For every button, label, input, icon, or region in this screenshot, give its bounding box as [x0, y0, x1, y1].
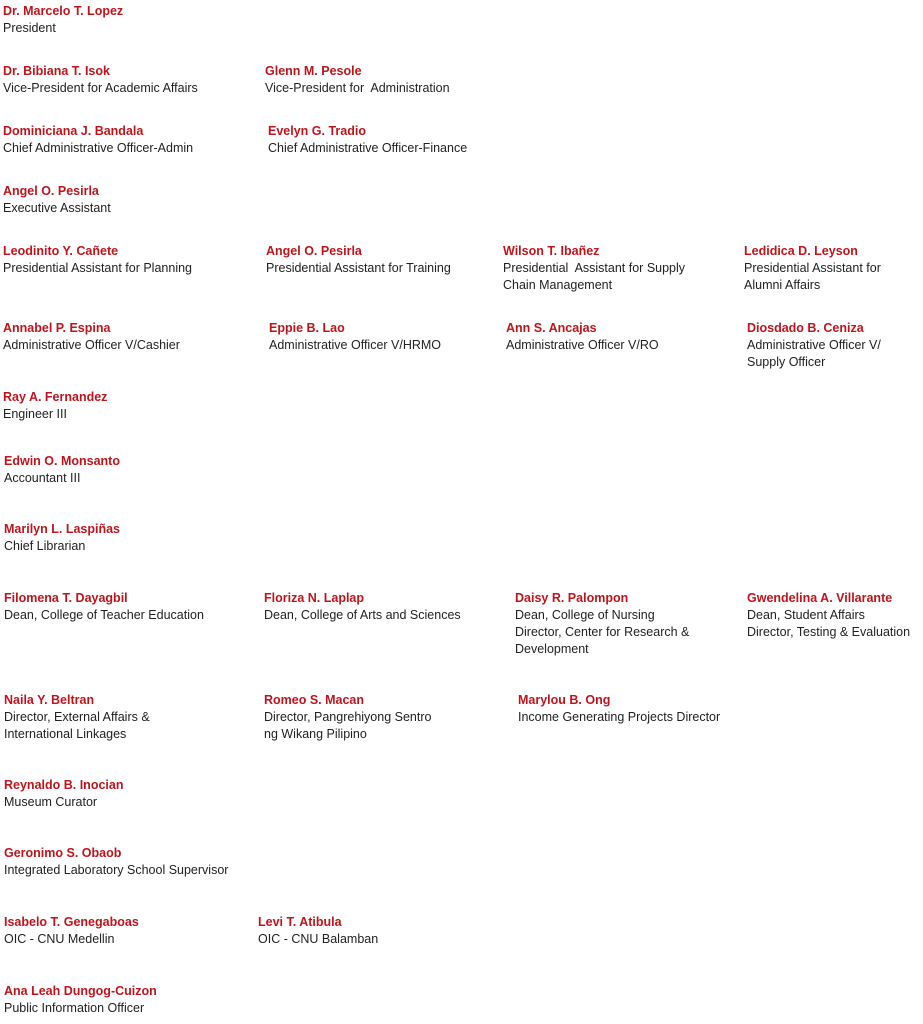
- official-name: Evelyn G. Tradio: [268, 124, 366, 138]
- official-title: Presidential Assistant for Training: [266, 261, 451, 275]
- official-name: Ray A. Fernandez: [3, 390, 108, 404]
- official-name: Daisy R. Palompon: [515, 591, 629, 605]
- official-cao-admin: [3, 123, 193, 157]
- official-igp-director: [518, 692, 720, 726]
- official-name: Romeo S. Macan: [264, 693, 365, 707]
- official-title: Dean, College of Teacher Education: [4, 608, 204, 622]
- official-ao-supply: [747, 320, 881, 371]
- official-name: Gwendelina A. Villarante: [747, 591, 893, 605]
- official-title: President: [3, 21, 56, 35]
- official-title: Chief Librarian: [4, 539, 86, 553]
- official-name: Glenn M. Pesole: [265, 64, 362, 78]
- official-name: Eppie B. Lao: [269, 321, 345, 335]
- official-name: Dr. Marcelo T. Lopez: [3, 4, 124, 18]
- official-title: Museum Curator: [4, 795, 98, 809]
- official-name: Wilson T. Ibañez: [503, 244, 600, 258]
- official-dean-teacher-education: [4, 590, 204, 624]
- official-oic-balamban: [258, 914, 378, 948]
- official-title: Engineer III: [3, 407, 67, 421]
- official-title: Accountant III: [4, 471, 81, 485]
- official-dean-arts-sciences: [264, 590, 461, 624]
- official-title: Presidential Assistant for Planning: [3, 261, 192, 275]
- official-name: Ana Leah Dungog-Cuizon: [4, 984, 157, 998]
- official-vp-admin: [265, 63, 450, 97]
- official-name: Naila Y. Beltran: [4, 693, 95, 707]
- official-cao-finance: [268, 123, 467, 157]
- official-name: Levi T. Atibula: [258, 915, 342, 929]
- official-title: Administrative Officer V/HRMO: [269, 338, 442, 352]
- official-director-external-affairs: [4, 692, 150, 743]
- official-title: Administrative Officer V/Cashier: [3, 338, 180, 352]
- official-name: Reynaldo B. Inocian: [4, 778, 124, 792]
- official-title: Dean, College of Nursing Director, Center for Research & Development: [515, 608, 690, 656]
- official-ao-hrmo: [269, 320, 441, 354]
- official-title: Director, Pangrehiyong Sentro ng Wikang Pilipino: [264, 710, 432, 741]
- official-director-wika: [264, 692, 431, 743]
- official-oic-medellin: [4, 914, 139, 948]
- official-name: Filomena T. Dayagbil: [4, 591, 128, 605]
- official-name: Floriza N. Laplap: [264, 591, 365, 605]
- official-title: Dean, College of Arts and Sciences: [264, 608, 461, 622]
- official-dean-nursing: [515, 590, 689, 658]
- official-name: Isabelo T. Genegaboas: [4, 915, 139, 929]
- official-name: Annabel P. Espina: [3, 321, 111, 335]
- official-pa-training: [266, 243, 451, 277]
- official-name: Ledidica D. Leyson: [744, 244, 858, 258]
- official-name: Angel O. Pesirla: [266, 244, 362, 258]
- official-title: Presidential Assistant for Supply Chain Management: [503, 261, 686, 292]
- official-title: Administrative Officer V/ Supply Officer: [747, 338, 881, 369]
- official-name: Marilyn L. Laspiñas: [4, 522, 121, 536]
- official-name: Leodinito Y. Cañete: [3, 244, 119, 258]
- official-pa-supply-chain: [503, 243, 685, 294]
- official-name: Geronimo S. Obaob: [4, 846, 122, 860]
- official-name: Diosdado B. Ceniza: [747, 321, 864, 335]
- official-title: Income Generating Projects Director: [518, 710, 721, 724]
- official-ao-ro: [506, 320, 659, 354]
- official-title: OIC - CNU Medellin: [4, 932, 115, 946]
- official-museum-curator: [4, 777, 123, 811]
- official-name: Marylou B. Ong: [518, 693, 611, 707]
- official-title: OIC - CNU Balamban: [258, 932, 379, 946]
- official-pa-planning: [3, 243, 192, 277]
- official-chief-librarian: [4, 521, 120, 555]
- official-name: Edwin O. Monsanto: [4, 454, 120, 468]
- official-title: Public Information Officer: [4, 1001, 145, 1015]
- official-title: Dean, Student Affairs Director, Testing & Evaluation: [747, 608, 911, 639]
- official-pa-alumni: [744, 243, 881, 294]
- official-public-information: [4, 983, 157, 1017]
- official-lab-school-supervisor: [4, 845, 228, 879]
- official-name: Dr. Bibiana T. Isok: [3, 64, 110, 78]
- official-name: Dominiciana J. Bandala: [3, 124, 144, 138]
- official-title: Vice-President for Administration: [265, 81, 450, 95]
- official-title: Integrated Laboratory School Supervisor: [4, 863, 229, 877]
- official-executive-assistant: [3, 183, 111, 217]
- official-title: Chief Administrative Officer-Admin: [3, 141, 194, 155]
- official-name: Ann S. Ancajas: [506, 321, 597, 335]
- official-president: [3, 3, 123, 37]
- official-name: Angel O. Pesirla: [3, 184, 99, 198]
- official-title: Director, External Affairs & International Linkages: [4, 710, 150, 741]
- official-title: Vice-President for Academic Affairs: [3, 81, 198, 95]
- official-title: Chief Administrative Officer-Finance: [268, 141, 468, 155]
- official-title: Executive Assistant: [3, 201, 111, 215]
- official-ao-cashier: [3, 320, 180, 354]
- official-vp-academic: [3, 63, 198, 97]
- official-title: Presidential Assistant for Alumni Affairs: [744, 261, 881, 292]
- official-title: Administrative Officer V/RO: [506, 338, 659, 352]
- official-accountant: [4, 453, 120, 487]
- official-dean-student-affairs: [747, 590, 910, 641]
- official-engineer: [3, 389, 107, 423]
